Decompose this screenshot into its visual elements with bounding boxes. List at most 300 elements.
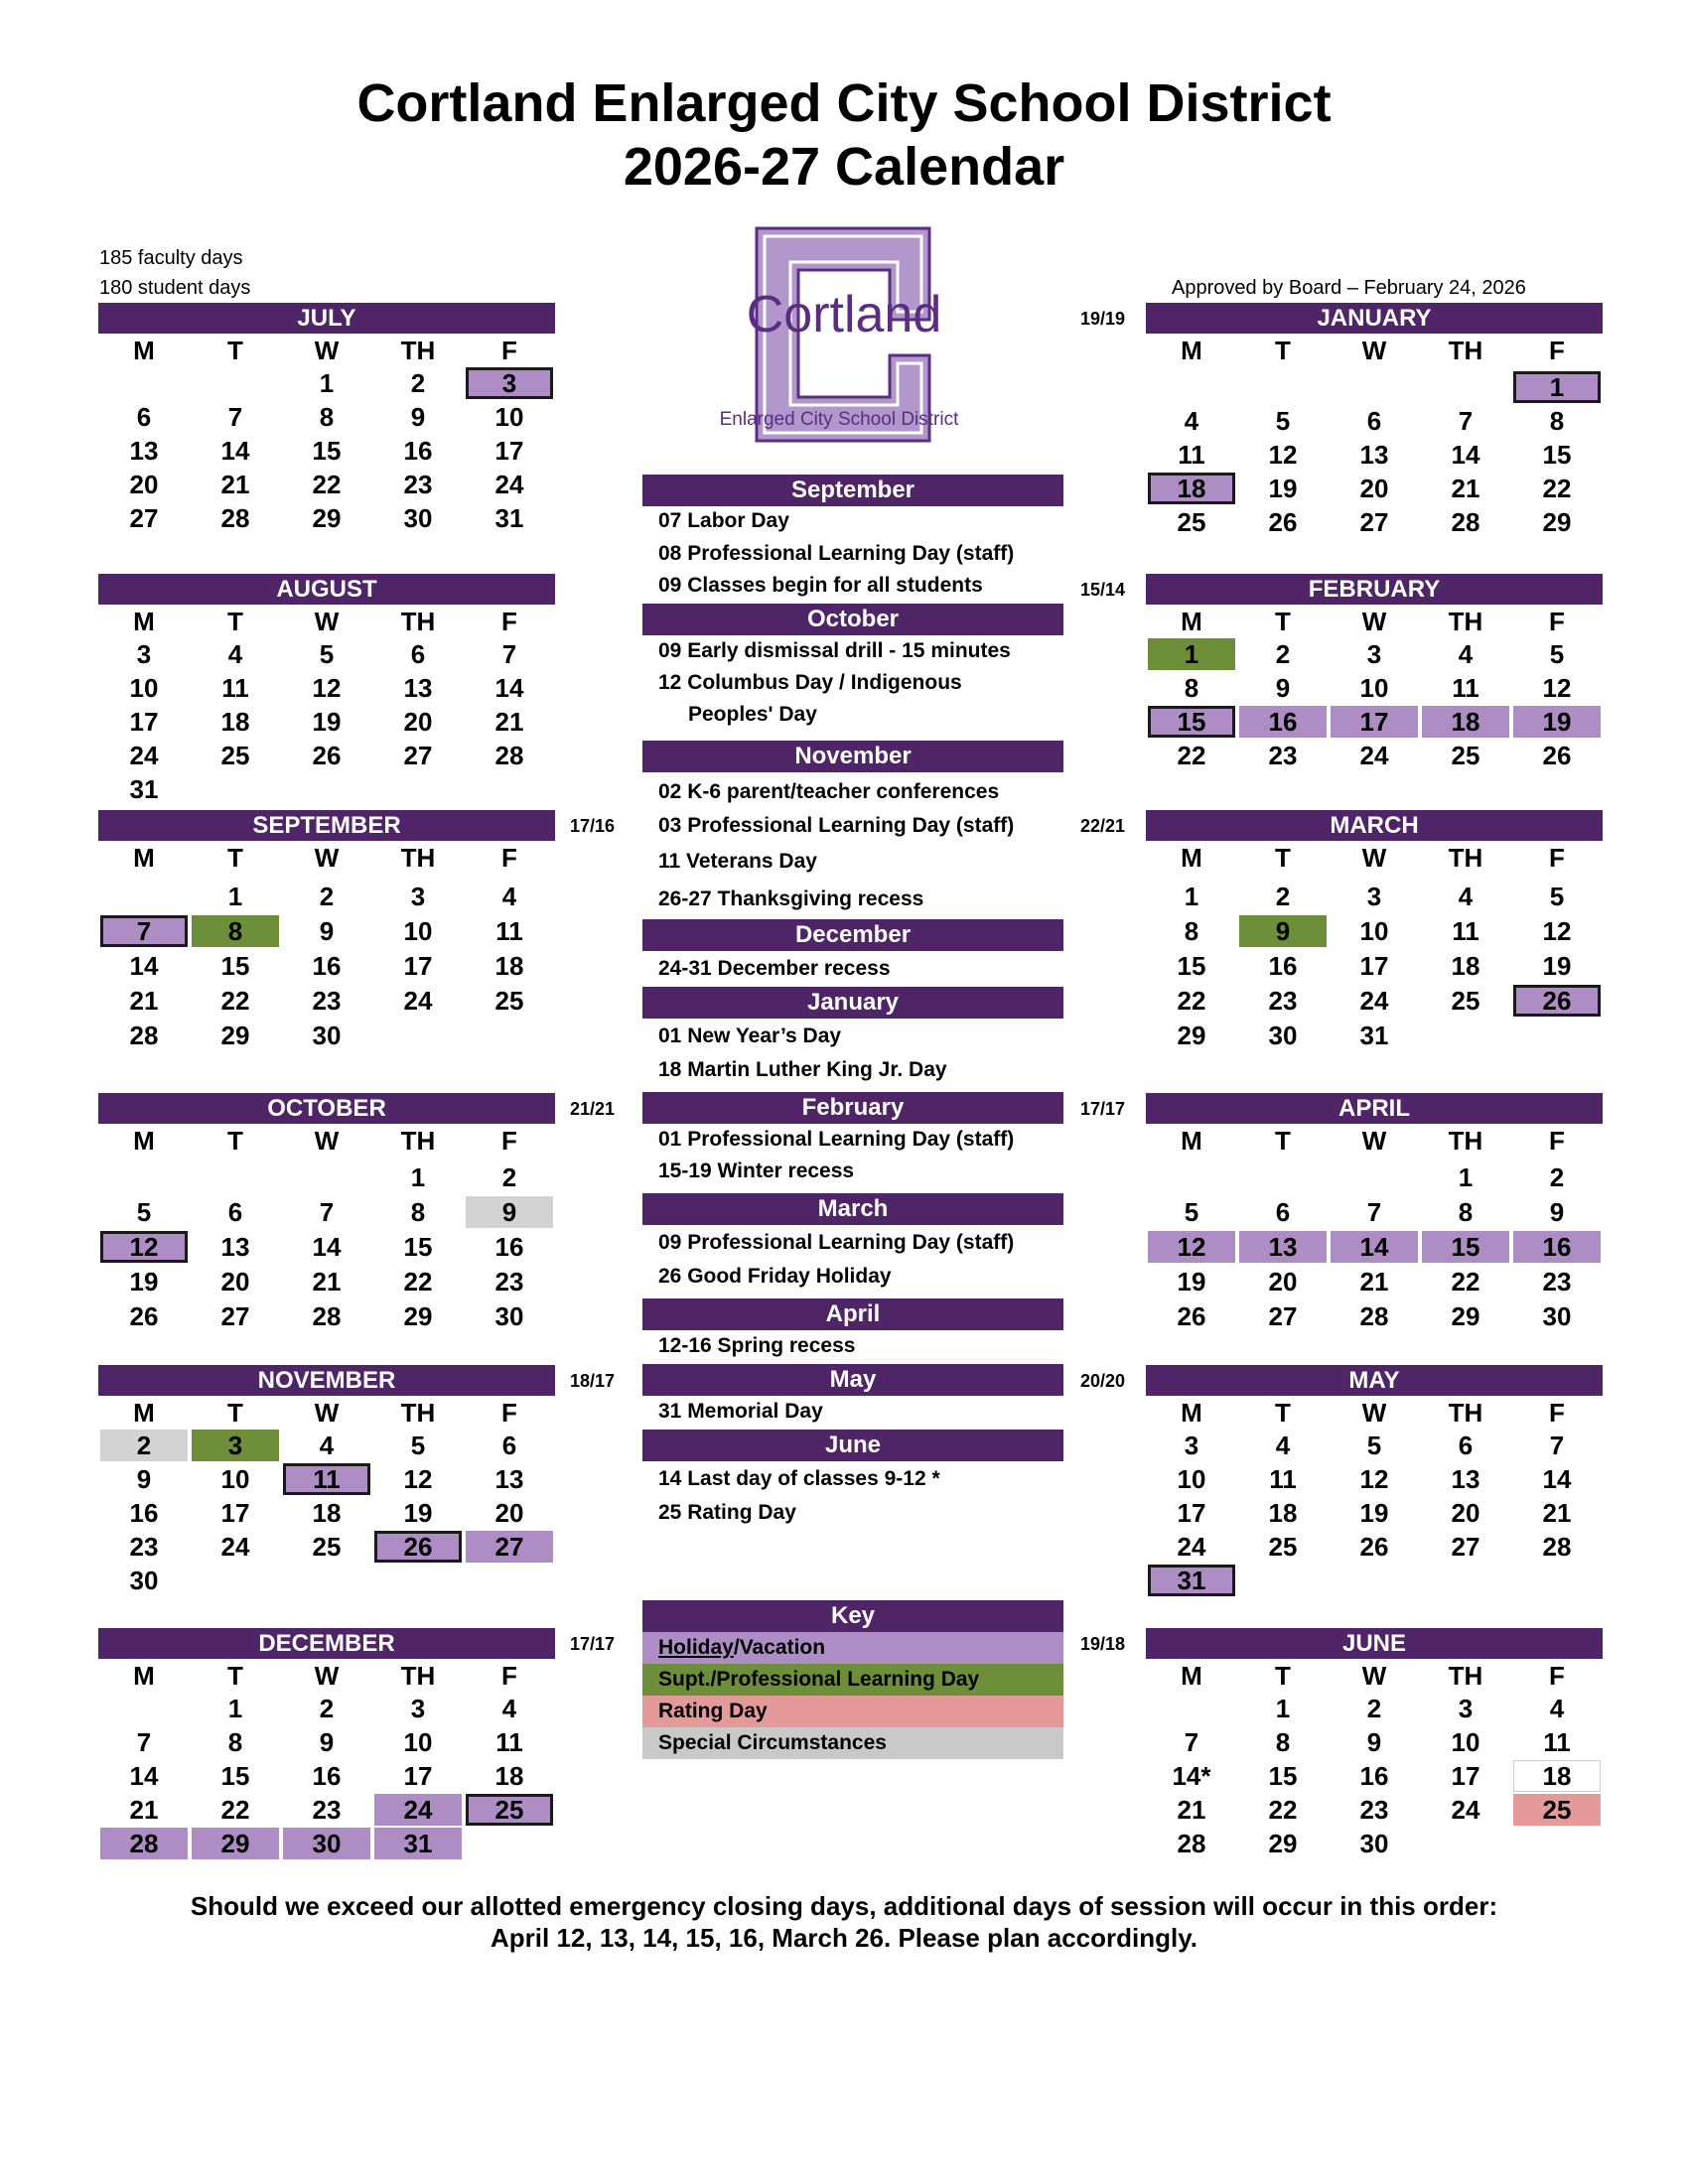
day-cell: 31 — [1148, 1565, 1235, 1596]
day-cell: 28 — [1451, 507, 1480, 537]
day-cell: 13 — [1239, 1231, 1327, 1263]
event-month-header: January — [642, 987, 1063, 1019]
day-cell: 12 — [1542, 916, 1572, 946]
day-cell: 27 — [1359, 507, 1389, 537]
weekday-label: F — [501, 843, 517, 873]
day-cell: 2 — [501, 1162, 517, 1192]
empty-day-cell — [1422, 371, 1509, 403]
week-row — [1146, 985, 1603, 1019]
day-cell: 19 — [1268, 474, 1298, 503]
day-cell: 27 — [1268, 1301, 1298, 1331]
weekday-label: TH — [1448, 607, 1483, 636]
day-cell: 19 — [1542, 951, 1572, 981]
weekday-label: T — [227, 1126, 243, 1156]
day-cell: 1 — [1184, 882, 1199, 911]
weekday-label: M — [1181, 336, 1202, 365]
month-title: FEBRUARY — [1146, 574, 1603, 605]
weekday-label: T — [1275, 1661, 1291, 1691]
week-row — [1146, 1463, 1603, 1497]
weekday-label: TH — [400, 1398, 436, 1428]
day-cell: 14 — [129, 951, 159, 981]
day-cell: 7 — [319, 1197, 335, 1227]
weekday-label: F — [1549, 1661, 1565, 1691]
day-cell: 23 — [1359, 1795, 1389, 1825]
day-cell: 31 — [1359, 1021, 1389, 1050]
day-cell: 23 — [494, 1267, 524, 1297]
day-cell: 24 — [220, 1532, 250, 1562]
day-count: 19/19 — [1080, 309, 1126, 329]
day-cell: 17 — [1359, 951, 1389, 981]
day-cell: 23 — [1268, 741, 1298, 770]
day-cell: 8 — [410, 1197, 426, 1227]
day-cell: 21 — [312, 1267, 342, 1297]
weekday-header — [1146, 841, 1603, 875]
day-cell: 18 — [220, 707, 250, 737]
weekday-label: TH — [1448, 843, 1483, 873]
day-cell: 12 — [1542, 673, 1572, 703]
day-cell: 23 — [1268, 986, 1298, 1016]
day-cell: 26 — [1177, 1301, 1206, 1331]
day-cell: 14 — [129, 1761, 159, 1791]
weekday-label: F — [501, 607, 517, 636]
weekday-header — [98, 605, 555, 638]
key-holiday-rest: /Vacation — [733, 1636, 826, 1659]
key-holiday-underlined: Holiday — [658, 1636, 734, 1659]
weekday-label: W — [1361, 336, 1387, 365]
day-cell: 14 — [1451, 440, 1480, 470]
day-cell: 9 — [1366, 1727, 1382, 1757]
weekday-label: W — [314, 843, 340, 873]
day-cell: 25 — [1513, 1794, 1601, 1826]
day-cell: 19 — [1359, 1498, 1389, 1528]
day-cell: 14 — [1542, 1464, 1572, 1494]
day-cell: 22 — [1451, 1267, 1480, 1297]
day-cell: 26 — [1513, 985, 1601, 1017]
event-item: 14 Last day of classes 9-12 * — [658, 1467, 940, 1490]
student-days: 180 student days — [99, 277, 251, 299]
day-cell: 20 — [220, 1267, 250, 1297]
page-title: Cortland Enlarged City School District — [356, 73, 1332, 133]
event-item: 11 Veterans Day — [658, 850, 817, 873]
day-cell: 16 — [1359, 1761, 1389, 1791]
week-row — [98, 1726, 555, 1760]
day-cell: 22 — [403, 1267, 433, 1297]
day-cell: 4 — [1275, 1431, 1291, 1460]
week-row — [98, 672, 555, 706]
day-cell: 22 — [220, 986, 250, 1016]
weekday-label: W — [1361, 1126, 1387, 1156]
day-cell: 13 — [1451, 1464, 1480, 1494]
month-title: SEPTEMBER — [98, 810, 555, 841]
week-row — [1146, 881, 1603, 914]
day-cell: 2 — [1275, 639, 1291, 669]
empty-day-cell — [374, 773, 462, 805]
week-row — [98, 1565, 555, 1598]
weekday-label: W — [1361, 1398, 1387, 1428]
day-cell: 30 — [1542, 1301, 1572, 1331]
day-cell: 7 — [501, 639, 517, 669]
day-cell: 6 — [410, 639, 426, 669]
day-cell: 29 — [312, 503, 342, 533]
day-cell: 27 — [129, 503, 159, 533]
event-item: 08 Professional Learning Day (staff) — [658, 542, 1015, 565]
weekday-label: M — [1181, 843, 1202, 873]
page-subtitle: 2026-27 Calendar — [623, 137, 1065, 197]
day-cell: 10 — [1177, 1464, 1206, 1494]
key-special-label: Special Circumstances — [658, 1731, 887, 1754]
weekday-label: T — [1275, 336, 1291, 365]
week-row — [1146, 506, 1603, 540]
empty-day-cell — [1513, 1020, 1601, 1051]
day-cell: 5 — [319, 639, 335, 669]
day-cell: 21 — [494, 707, 524, 737]
month-july — [98, 303, 555, 536]
week-row — [98, 1794, 555, 1828]
day-cell: 22 — [220, 1795, 250, 1825]
day-cell: 30 — [283, 1828, 370, 1859]
weekday-label: M — [133, 1661, 155, 1691]
day-count: 15/14 — [1080, 580, 1126, 600]
day-cell: 6 — [1458, 1431, 1474, 1460]
week-row — [1146, 1430, 1603, 1463]
day-cell: 16 — [312, 951, 342, 981]
empty-day-cell — [192, 773, 279, 805]
week-row — [98, 1266, 555, 1299]
month-title: AUGUST — [98, 574, 555, 605]
day-cell: 18 — [1513, 1760, 1601, 1792]
day-cell: 4 — [319, 1431, 335, 1460]
month-april — [1146, 1093, 1603, 1335]
day-cell: 16 — [1513, 1231, 1601, 1263]
empty-day-cell — [466, 1020, 553, 1051]
day-cell: 5 — [1366, 1431, 1382, 1460]
week-row — [98, 469, 555, 502]
week-row — [1146, 638, 1603, 672]
day-cell: 7 — [1366, 1197, 1382, 1227]
day-cell: 21 — [1359, 1267, 1389, 1297]
day-cell: 3 — [410, 1694, 426, 1723]
event-item: 12-16 Spring recess — [658, 1334, 856, 1357]
day-cell: 5 — [1184, 1197, 1199, 1227]
day-cell: 4 — [1549, 1694, 1565, 1723]
day-cell: 29 — [1177, 1021, 1206, 1050]
day-cell: 3 — [136, 639, 152, 669]
weekday-header — [1146, 605, 1603, 638]
day-cell: 4 — [501, 1694, 517, 1723]
week-row — [1146, 706, 1603, 740]
day-cell: 9 — [319, 916, 335, 946]
weekday-label: M — [1181, 1126, 1202, 1156]
empty-day-cell — [466, 1828, 553, 1859]
day-cell: 7 — [1184, 1727, 1199, 1757]
day-cell: 12 — [1359, 1464, 1389, 1494]
day-cell: 28 — [1359, 1301, 1389, 1331]
day-cell: 8 — [227, 1727, 243, 1757]
day-count: 17/16 — [570, 816, 616, 836]
day-cell: 16 — [1239, 706, 1327, 738]
weekday-label: TH — [400, 607, 436, 636]
day-cell: 1 — [1458, 1162, 1474, 1192]
day-cell: 10 — [403, 1727, 433, 1757]
weekday-header — [98, 1396, 555, 1430]
day-cell: 1 — [1513, 371, 1601, 403]
week-row — [98, 1497, 555, 1531]
day-cell: 8 — [1458, 1197, 1474, 1227]
week-row — [98, 1300, 555, 1334]
weekday-label: TH — [1448, 1661, 1483, 1691]
weekday-label: W — [1361, 1661, 1387, 1691]
day-cell: 1 — [1148, 638, 1235, 670]
day-cell: 14 — [494, 673, 524, 703]
weekday-label: TH — [400, 336, 436, 365]
weekday-label: TH — [1448, 1398, 1483, 1428]
key-rating-day — [642, 1696, 1063, 1727]
month-title: JUNE — [1146, 1628, 1603, 1659]
day-cell: 21 — [220, 470, 250, 499]
day-cell: 25 — [1177, 507, 1206, 537]
event-item: 31 Memorial Day — [658, 1400, 823, 1423]
day-cell: 29 — [1542, 507, 1572, 537]
day-cell: 29 — [192, 1828, 279, 1859]
event-month-header: December — [642, 919, 1063, 951]
day-cell: 21 — [129, 1795, 159, 1825]
weekday-label: M — [133, 843, 155, 873]
day-cell: 1 — [410, 1162, 426, 1192]
day-cell: 30 — [1268, 1021, 1298, 1050]
weekday-label: TH — [1448, 336, 1483, 365]
day-cell: 17 — [494, 436, 524, 466]
weekday-label: W — [1361, 607, 1387, 636]
day-cell: 22 — [1177, 986, 1206, 1016]
week-row — [98, 1231, 555, 1265]
day-cell: 4 — [227, 639, 243, 669]
event-month-header: April — [642, 1298, 1063, 1330]
day-cell: 2 — [100, 1430, 188, 1461]
month-august — [98, 574, 555, 807]
day-cell: 18 — [1148, 473, 1235, 504]
day-count: 17/17 — [1080, 1099, 1126, 1119]
day-cell: 8 — [1275, 1727, 1291, 1757]
week-row — [98, 950, 555, 984]
empty-day-cell — [1239, 1565, 1327, 1596]
day-cell: 13 — [220, 1232, 250, 1262]
weekday-label: M — [1181, 1398, 1202, 1428]
key-special-circumstances — [642, 1727, 1063, 1759]
day-cell: 25 — [494, 986, 524, 1016]
day-cell: 17 — [220, 1498, 250, 1528]
empty-day-cell — [1331, 1161, 1418, 1193]
key-professional-day — [642, 1664, 1063, 1696]
week-row — [98, 915, 555, 949]
day-cell: 11 — [1543, 1727, 1571, 1757]
empty-day-cell — [100, 1161, 188, 1193]
day-cell: 19 — [403, 1498, 433, 1528]
week-row — [98, 985, 555, 1019]
day-cell: 10 — [220, 1464, 250, 1494]
week-row — [98, 1693, 555, 1726]
day-cell: 26 — [374, 1531, 462, 1563]
day-cell: 11 — [1178, 440, 1205, 470]
day-cell: 24 — [1359, 986, 1389, 1016]
month-title: APRIL — [1146, 1093, 1603, 1124]
day-cell: 14 — [312, 1232, 342, 1262]
day-cell: 5 — [1549, 639, 1565, 669]
event-item: 09 Professional Learning Day (staff) — [658, 1231, 1015, 1254]
weekday-label: TH — [400, 1661, 436, 1691]
day-cell: 6 — [136, 402, 152, 432]
day-cell: 31 — [374, 1828, 462, 1859]
day-count: 17/17 — [570, 1634, 616, 1654]
day-cell: 21 — [1177, 1795, 1206, 1825]
day-cell: 24 — [1177, 1532, 1206, 1562]
week-row — [1146, 1828, 1603, 1861]
day-cell: 25 — [312, 1532, 342, 1562]
month-october — [98, 1093, 555, 1335]
day-cell: 24 — [374, 1794, 462, 1826]
day-cell: 12 — [100, 1231, 188, 1263]
day-count: 18/17 — [570, 1371, 616, 1391]
empty-day-cell — [1513, 1565, 1601, 1596]
day-cell: 21 — [129, 986, 159, 1016]
weekday-label: M — [133, 336, 155, 365]
event-month-header: September — [642, 475, 1063, 506]
day-cell: 28 — [312, 1301, 342, 1331]
day-cell: 17 — [403, 1761, 433, 1791]
day-cell: 21 — [1542, 1498, 1572, 1528]
empty-day-cell — [1331, 1565, 1418, 1596]
day-cell: 9 — [466, 1196, 553, 1228]
day-cell: 31 — [494, 503, 524, 533]
day-cell: 10 — [1451, 1727, 1480, 1757]
event-item: 02 K-6 parent/teacher conferences — [658, 780, 1000, 803]
approval-note: Approved by Board – February 24, 2026 — [1172, 277, 1526, 299]
day-cell: 22 — [1177, 741, 1206, 770]
day-cell: 11 — [495, 916, 523, 946]
day-cell: 15 — [220, 1761, 250, 1791]
key-rating-label: Rating Day — [658, 1700, 768, 1722]
day-cell: 5 — [136, 1197, 152, 1227]
day-cell: 1 — [319, 368, 335, 398]
week-row — [98, 881, 555, 914]
event-item: 25 Rating Day — [658, 1501, 796, 1524]
day-cell: 16 — [129, 1498, 159, 1528]
day-cell: 18 — [494, 1761, 524, 1791]
week-row — [1146, 950, 1603, 984]
event-item: 09 Classes begin for all students — [658, 574, 983, 597]
day-cell: 4 — [1184, 406, 1199, 436]
day-cell: 16 — [1268, 951, 1298, 981]
key-holiday — [642, 1632, 1063, 1664]
day-cell: 10 — [1359, 673, 1389, 703]
empty-day-cell — [283, 1161, 370, 1193]
weekday-header — [1146, 334, 1603, 367]
week-row — [98, 1161, 555, 1195]
empty-day-cell — [192, 367, 279, 399]
faculty-days: 185 faculty days — [99, 247, 243, 269]
day-cell: 2 — [410, 368, 426, 398]
event-item: 26 Good Friday Holiday — [658, 1265, 892, 1288]
day-cell: 26 — [1359, 1532, 1389, 1562]
weekday-label: W — [314, 336, 340, 365]
day-cell: 7 — [100, 915, 188, 947]
weekday-label: M — [133, 1398, 155, 1428]
month-title: DECEMBER — [98, 1628, 555, 1659]
day-cell: 28 — [494, 741, 524, 770]
event-item: 09 Early dismissal drill - 15 minutes — [658, 639, 1011, 662]
event-item: 07 Labor Day — [658, 509, 789, 532]
day-cell: 22 — [1542, 474, 1572, 503]
day-cell: 26 — [1268, 507, 1298, 537]
week-row — [1146, 1760, 1603, 1794]
day-cell: 24 — [1451, 1795, 1480, 1825]
event-month-header: October — [642, 604, 1063, 635]
footer-line-1: Should we exceed our allotted emergency closing days, additional days of session will occur in this order: — [190, 1891, 1498, 1921]
empty-day-cell — [100, 1693, 188, 1724]
weekday-label: T — [1275, 1126, 1291, 1156]
day-cell: 31 — [129, 774, 159, 804]
day-cell: 20 — [494, 1498, 524, 1528]
day-cell: 10 — [403, 916, 433, 946]
empty-day-cell — [1422, 1828, 1509, 1859]
empty-day-cell — [1148, 1693, 1235, 1724]
weekday-label: T — [1275, 843, 1291, 873]
weekday-label: TH — [1448, 1126, 1483, 1156]
day-cell: 27 — [403, 741, 433, 770]
empty-day-cell — [1239, 1161, 1327, 1193]
logo-subtitle: Enlarged City School District — [719, 409, 959, 430]
day-cell: 16 — [494, 1232, 524, 1262]
day-cell: 2 — [319, 882, 335, 911]
day-cell: 12 — [1268, 440, 1298, 470]
day-cell: 27 — [220, 1301, 250, 1331]
week-row — [1146, 1300, 1603, 1334]
day-cell: 8 — [1184, 916, 1199, 946]
day-cell: 8 — [319, 402, 335, 432]
weekday-label: F — [501, 1398, 517, 1428]
week-row — [98, 1430, 555, 1463]
day-cell: 9 — [410, 402, 426, 432]
day-cell: 23 — [312, 986, 342, 1016]
week-row — [98, 1196, 555, 1230]
month-september — [98, 810, 555, 1054]
day-cell: 15 — [403, 1232, 433, 1262]
day-cell: 28 — [129, 1021, 159, 1050]
empty-day-cell — [1148, 1161, 1235, 1193]
day-cell: 8 — [1184, 673, 1199, 703]
day-cell: 18 — [1422, 706, 1509, 738]
day-cell: 13 — [403, 673, 433, 703]
day-cell: 24 — [1359, 741, 1389, 770]
cortland-logo — [695, 220, 993, 449]
day-cell: 26 — [312, 741, 342, 770]
event-item: 01 Professional Learning Day (staff) — [658, 1128, 1015, 1151]
day-cell: 15 — [1268, 1761, 1298, 1791]
day-cell: 15 — [1177, 951, 1206, 981]
day-count: 21/21 — [570, 1099, 616, 1119]
day-cell: 18 — [1451, 951, 1480, 981]
event-item: Peoples' Day — [688, 703, 817, 726]
day-cell: 4 — [1458, 639, 1474, 669]
day-cell: 9 — [1275, 673, 1291, 703]
day-cell: 3 — [1184, 1431, 1199, 1460]
day-cell: 27 — [1451, 1532, 1480, 1562]
day-cell: 29 — [220, 1021, 250, 1050]
day-cell: 7 — [136, 1727, 152, 1757]
empty-day-cell — [100, 367, 188, 399]
day-cell: 20 — [403, 707, 433, 737]
week-row — [1146, 473, 1603, 506]
day-cell: 12 — [312, 673, 342, 703]
